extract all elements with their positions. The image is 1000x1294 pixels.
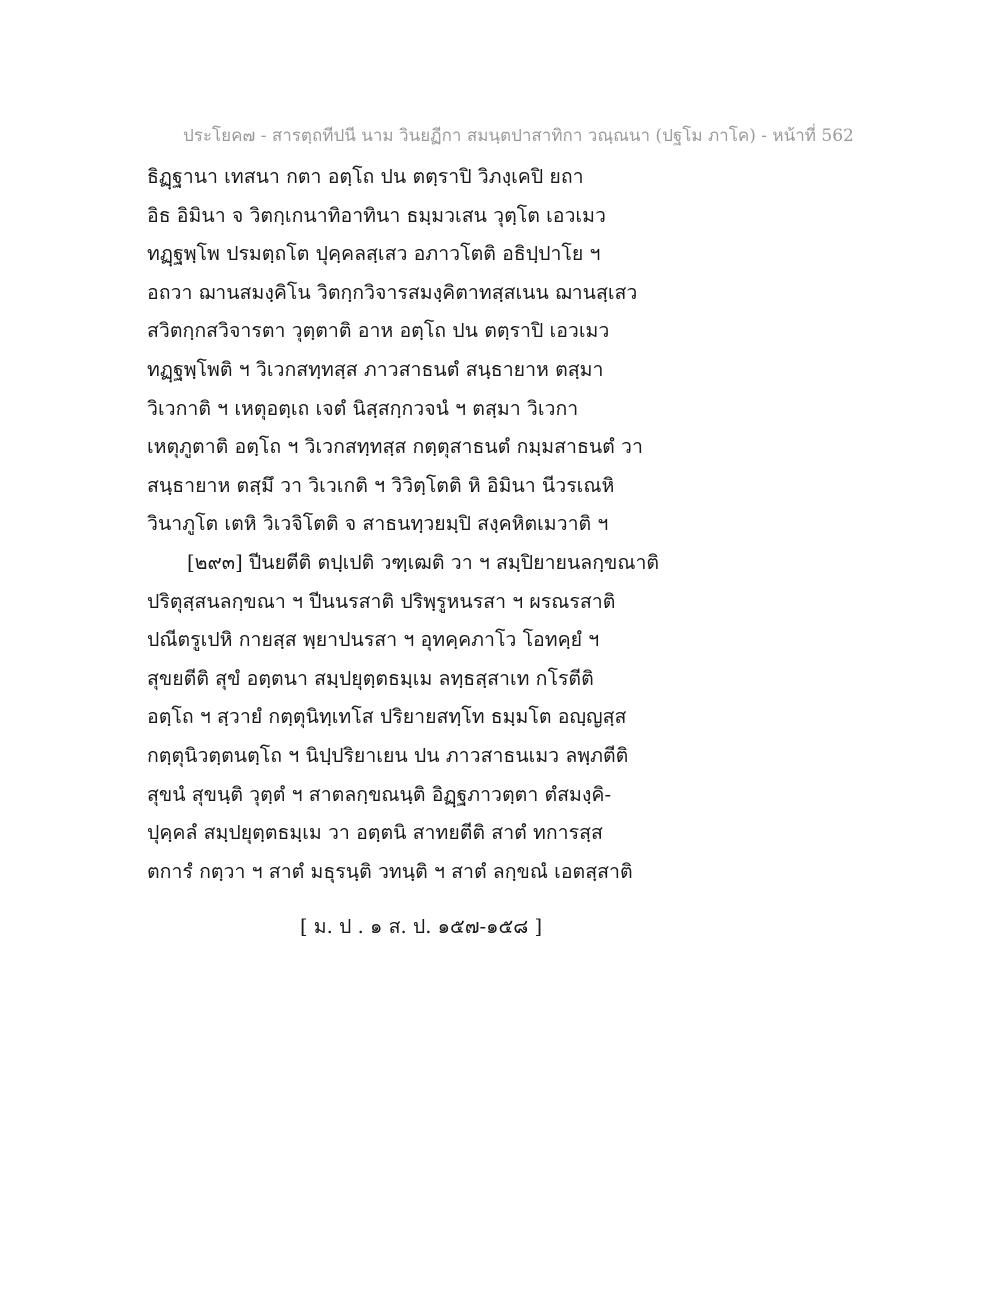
paragraph-start-line: [๒๙๓] ปีนยตีติ ตปฺเปติ วฑฺเฒติ วา ฯ สมฺปิยายนลกฺขณาติ (187, 550, 660, 574)
text-line: ปริตุสฺสนลกฺขณา ฯ ปีนนรสาติ ปริพฺรูหนรสา ฯ ผรณรสาติ (147, 589, 616, 613)
text-line: ตการํ กตฺวา ฯ สาตํ มธุรนฺติ วทนฺติ ฯ สาตํ ลกฺขณํ เอตสฺสาติ (147, 859, 633, 883)
text-line: สุขนํ สุขนฺติ วุตฺตํ ฯ สาตลกฺขณนฺติ อิฏฺฐภาวตฺตา ตํสมงฺคิ- (147, 782, 612, 806)
body-text (147, 158, 707, 891)
text-line: สวิตกฺกสวิจารตา วุตฺตาติ อาห อตฺโถ ปน ตตฺราปิ เอวเมว (147, 319, 610, 343)
text-line: อิธ อิมินา จ วิตกฺเกนาทิอาทินา ธมฺมวเสน วุตฺโต เอวเมว (147, 203, 606, 227)
text-line: วิเวกาติ ฯ เหตุอตฺเถ เจตํ นิสฺสกฺกวจนํ ฯ ตสฺมา วิเวกา (147, 396, 579, 420)
text-line: เหตุภูตาติ อตฺโถ ฯ วิเวกสทฺทสฺส กตฺตุสาธนตํ กมฺมสาธนตํ วา (147, 435, 643, 459)
text-line: สนฺธายาห ตสฺมึ วา วิเวเกติ ฯ วิวิตฺโตติ หิ อิมินา นีวรเณหิ (147, 473, 615, 497)
text-line: ทฏฺฐพฺโพติ ฯ วิเวกสทฺทสฺส ภาวสาธนตํ สนฺธายาห ตสฺมา (147, 357, 604, 381)
text-line: อถวา ฌานสมงฺคิโน วิตกฺกวิจารสมงฺคิตาทสฺสเนน ฌานสฺเสว (147, 280, 638, 304)
text-line: ปุคฺคลํ สมฺปยุตฺตธมฺเม วา อตฺตนิ สาทยตีติ สาตํ ทการสฺส (147, 821, 603, 845)
text-line: วินาภูโต เตหิ วิเวจิโตติ จ สาธนทฺวยมฺปิ สงฺคหิตเมวาติ ฯ (147, 512, 609, 536)
source-reference: [ ม. ป . ๑ ส. ป. ๑๕๗-๑๕๘ ] (300, 915, 543, 938)
text-line: ธิฏฺฐานา เทสนา กตา อตฺโถ ปน ตตฺราปิ วิภงฺเคปิ ยถา (147, 165, 584, 188)
text-line: กตฺตุนิวตฺตนตฺโถ ฯ นิปฺปริยาเยน ปน ภาวสาธนเมว ลพฺภตีติ (147, 743, 629, 767)
text-line: ทฏฺฐพฺโพ ปรมตฺถโต ปุคฺคลสฺเสว อภาวโตติ อธิปฺปาโย ฯ (147, 242, 601, 266)
text-line: สุขยตีติ สุขํ อตฺตนา สมฺปยุตฺตธมฺเม ลทฺธสฺสาเท กโรตีติ (147, 666, 594, 690)
text-line: อตฺโถ ฯ สฺวายํ กตฺตุนิทฺเทโส ปริยายสทฺโท ธมฺมโต อญฺญสฺส (147, 705, 627, 729)
page-header: ประโยค๗ - สารตฺถทีปนี นาม วินยฏีกา สมนฺตปาสาทิกา วณฺณนา (ปฐโม ภาโค) - หน้าที่ 562 (183, 126, 854, 146)
text-line: ปณีตรูเปหิ กายสฺส พฺยาปนรสา ฯ อุทคฺคภาโว โอทคฺยํ ฯ (147, 628, 600, 652)
